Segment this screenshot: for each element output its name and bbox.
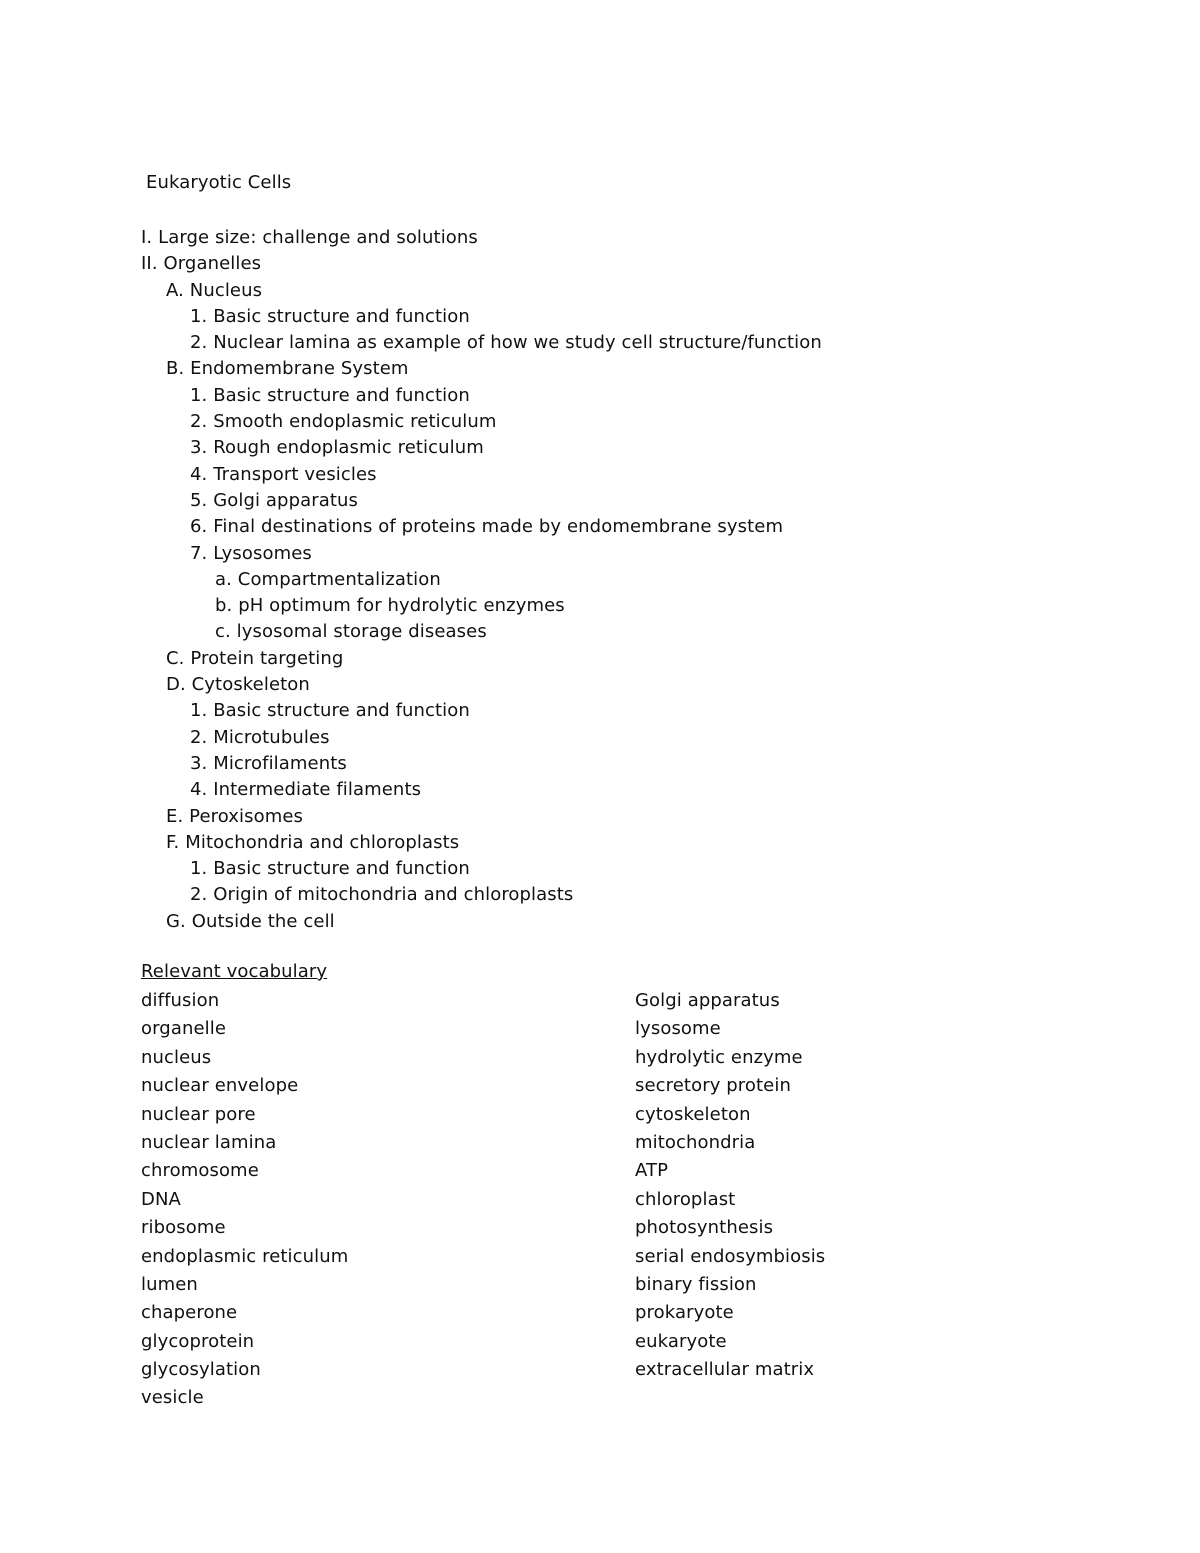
outline-item	[141, 462, 1041, 488]
outline-item-marker: b.	[215, 595, 233, 617]
outline-item-text: Large size: challenge and solutions	[158, 227, 478, 248]
vocabulary-term: nuclear pore	[141, 1103, 256, 1125]
outline-item-text: Golgi apparatus	[213, 489, 358, 511]
course-outline	[141, 225, 1041, 935]
outline-item-marker: 4.	[190, 463, 208, 485]
vocabulary-term: DNA	[141, 1188, 181, 1210]
outline-item-text: Microfilaments	[213, 752, 347, 774]
vocabulary-term: prokaryote	[635, 1302, 734, 1324]
vocabulary-term: serial endosymbiosis	[635, 1245, 826, 1267]
outline-item-text: Microtubules	[213, 726, 330, 748]
outline-item-text: Basic structure and function	[213, 700, 470, 722]
outline-item	[141, 225, 1041, 251]
outline-item-marker: 2.	[190, 884, 208, 906]
vocabulary-term: organelle	[141, 1018, 227, 1040]
outline-item	[141, 251, 1041, 277]
outline-item	[141, 278, 1041, 304]
outline-item	[141, 725, 1041, 751]
outline-item-marker: 1.	[190, 858, 208, 880]
outline-item	[141, 777, 1041, 803]
vocabulary-term: Golgi apparatus	[635, 990, 780, 1011]
outline-item-marker: F.	[166, 831, 180, 853]
outline-item	[141, 672, 1041, 698]
vocabulary-term: binary fission	[635, 1273, 757, 1295]
outline-item-text: Smooth endoplasmic reticulum	[213, 411, 497, 433]
outline-item	[141, 882, 1041, 908]
outline-item-marker: 3.	[190, 437, 208, 459]
vocabulary-term: ribosome	[141, 1217, 226, 1239]
outline-item-marker: B.	[166, 358, 185, 380]
outline-item	[141, 830, 1041, 856]
outline-item-text: Basic structure and function	[213, 384, 470, 406]
outline-item-text: Transport vesicles	[213, 463, 377, 485]
vocabulary-term: mitochondria	[635, 1131, 756, 1153]
vocabulary-term: nucleus	[141, 1046, 212, 1068]
outline-item	[141, 488, 1041, 514]
outline-item-marker: 2.	[190, 332, 208, 354]
outline-item-text: pH optimum for hydrolytic enzymes	[238, 595, 565, 617]
outline-item	[141, 330, 1041, 356]
outline-item-marker: 6.	[190, 516, 208, 538]
outline-item	[141, 804, 1041, 830]
outline-item-text: Organelles	[163, 253, 262, 275]
outline-item-marker: a.	[215, 568, 232, 590]
vocabulary-term: nuclear envelope	[141, 1075, 299, 1097]
vocabulary-column-left	[141, 987, 601, 1413]
outline-item-marker: 1.	[190, 700, 208, 722]
outline-item	[141, 909, 1041, 935]
outline-item	[141, 567, 1041, 593]
outline-item-marker: E.	[166, 805, 184, 827]
outline-item	[141, 514, 1041, 540]
vocabulary-column-right	[635, 987, 1095, 1384]
outline-item	[141, 698, 1041, 724]
outline-item-text: Peroxisomes	[189, 805, 304, 827]
outline-item-text: Endomembrane System	[190, 358, 409, 380]
vocabulary-term: ATP	[635, 1160, 669, 1182]
outline-item	[141, 304, 1041, 330]
outline-item-text: Origin of mitochondria and chloroplasts	[213, 884, 574, 906]
outline-item-text: Cytoskeleton	[191, 674, 310, 696]
outline-item	[141, 751, 1041, 777]
outline-item-marker: C.	[166, 647, 185, 669]
vocabulary-term: glycoprotein	[141, 1330, 255, 1352]
outline-item-marker: 2.	[190, 411, 208, 433]
vocabulary-term: eukaryote	[635, 1330, 727, 1352]
outline-item-text: Protein targeting	[190, 647, 344, 669]
vocabulary-term: secretory protein	[635, 1075, 791, 1097]
outline-item-text: Final destinations of proteins made by endomembrane system	[213, 516, 784, 538]
vocabulary-term: photosynthesis	[635, 1217, 774, 1239]
vocabulary-term: lumen	[141, 1273, 198, 1295]
outline-item-marker: 5.	[190, 489, 208, 511]
outline-item-text: Lysosomes	[213, 542, 312, 564]
outline-item	[141, 856, 1041, 882]
outline-item-marker: II.	[141, 253, 158, 275]
outline-item	[141, 619, 1041, 645]
outline-item	[141, 383, 1041, 409]
outline-item-text: Basic structure and function	[213, 305, 470, 327]
vocabulary-term: cytoskeleton	[635, 1103, 751, 1125]
outline-item	[141, 593, 1041, 619]
outline-item-text: lysosomal storage diseases	[236, 621, 487, 643]
outline-item-marker: I.	[141, 227, 153, 248]
outline-item-text: Nucleus	[189, 279, 263, 301]
vocabulary-heading: Relevant vocabulary	[141, 961, 328, 982]
outline-item-marker: 7.	[190, 542, 208, 564]
outline-item	[141, 646, 1041, 672]
outline-item-marker: 4.	[190, 779, 208, 801]
vocabulary-term: hydrolytic enzyme	[635, 1046, 803, 1068]
vocabulary-term: chaperone	[141, 1302, 238, 1324]
outline-item-marker: 2.	[190, 726, 208, 748]
vocabulary-term: lysosome	[635, 1018, 721, 1040]
outline-item-marker: A.	[166, 279, 184, 301]
vocabulary-term: extracellular matrix	[635, 1359, 815, 1381]
outline-item-text: Intermediate filaments	[213, 779, 422, 801]
outline-item-marker: D.	[166, 674, 186, 696]
outline-item-marker: 1.	[190, 384, 208, 406]
outline-item-text: Outside the cell	[191, 910, 335, 932]
document-title: Eukaryotic Cells	[146, 172, 292, 193]
vocabulary-term: diffusion	[141, 990, 220, 1011]
outline-item	[141, 356, 1041, 382]
outline-item	[141, 435, 1041, 461]
outline-item	[141, 409, 1041, 435]
outline-item	[141, 541, 1041, 567]
outline-item-marker: 3.	[190, 752, 208, 774]
outline-item-text: Mitochondria and chloroplasts	[185, 831, 460, 853]
outline-item-marker: G.	[166, 910, 186, 932]
vocabulary-term: chromosome	[141, 1160, 259, 1182]
vocabulary-term: vesicle	[141, 1387, 204, 1409]
vocabulary-term: glycosylation	[141, 1359, 261, 1381]
vocabulary-term: endoplasmic reticulum	[141, 1245, 349, 1267]
outline-item-text: Compartmentalization	[237, 568, 441, 590]
outline-item-marker: 1.	[190, 305, 208, 327]
vocabulary-term: nuclear lamina	[141, 1131, 277, 1153]
outline-item-text: Rough endoplasmic reticulum	[213, 437, 484, 459]
outline-item-text: Nuclear lamina as example of how we study cell structure/function	[213, 332, 822, 354]
vocabulary-term: chloroplast	[635, 1188, 736, 1210]
outline-item-marker: c.	[215, 621, 231, 643]
outline-item-text: Basic structure and function	[213, 858, 470, 880]
